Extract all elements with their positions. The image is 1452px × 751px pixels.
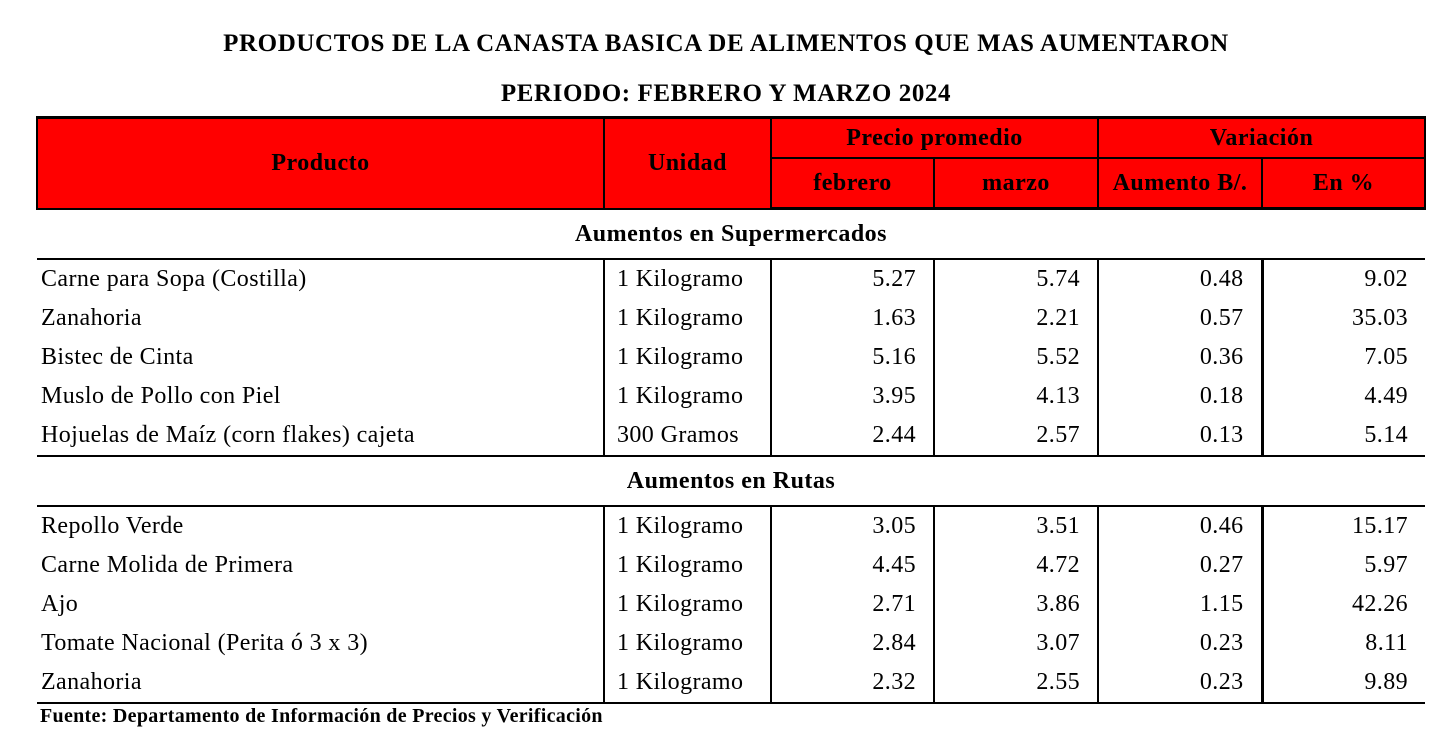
table-body bbox=[37, 209, 1425, 704]
cell-pct: 9.89 bbox=[1262, 663, 1425, 703]
cell-pct: 8.11 bbox=[1262, 624, 1425, 663]
table-header bbox=[37, 118, 1425, 209]
cell-febrero: 2.32 bbox=[771, 663, 934, 703]
cell-febrero: 3.05 bbox=[771, 506, 934, 546]
prices-table bbox=[36, 116, 1426, 704]
table-row bbox=[37, 546, 1425, 585]
cell-aumento: 0.23 bbox=[1098, 624, 1262, 663]
header-unidad: Unidad bbox=[604, 118, 771, 209]
cell-producto: Repollo Verde bbox=[41, 513, 184, 539]
cell-producto: Ajo bbox=[41, 591, 79, 617]
cell-unidad: 1 Kilogramo bbox=[604, 377, 771, 416]
cell-producto: Muslo de Pollo con Piel bbox=[41, 383, 281, 409]
cell-pct: 4.49 bbox=[1262, 377, 1425, 416]
section-header-row bbox=[37, 456, 1425, 506]
cell-febrero: 1.63 bbox=[771, 299, 934, 338]
header-en-pct: En % bbox=[1262, 158, 1425, 209]
cell-aumento: 0.13 bbox=[1098, 416, 1262, 456]
table-row bbox=[37, 377, 1425, 416]
header-febrero: febrero bbox=[771, 158, 934, 209]
cell-pct: 35.03 bbox=[1262, 299, 1425, 338]
cell-aumento: 0.57 bbox=[1098, 299, 1262, 338]
table-row bbox=[37, 416, 1425, 456]
cell-marzo: 3.51 bbox=[934, 506, 1098, 546]
cell-pct: 7.05 bbox=[1262, 338, 1425, 377]
header-marzo: marzo bbox=[934, 158, 1098, 209]
section-header-row bbox=[37, 209, 1425, 260]
cell-producto: Hojuelas de Maíz (corn flakes) cajeta bbox=[37, 416, 604, 456]
cell-unidad: 300 Gramos bbox=[604, 416, 771, 456]
header-variacion: Variación bbox=[1098, 118, 1425, 159]
cell-unidad: 1 Kilogramo bbox=[604, 506, 771, 546]
cell-marzo: 4.13 bbox=[934, 377, 1098, 416]
cell-febrero: 3.95 bbox=[771, 377, 934, 416]
section-title: Aumentos en Supermercados bbox=[37, 209, 1425, 260]
cell-producto: Tomate Nacional (Perita ó 3 x 3) bbox=[41, 630, 369, 656]
table-row bbox=[37, 506, 1425, 546]
cell-febrero: 2.84 bbox=[771, 624, 934, 663]
cell-marzo: 3.86 bbox=[934, 585, 1098, 624]
cell-marzo: 4.72 bbox=[934, 546, 1098, 585]
cell-aumento: 0.27 bbox=[1098, 546, 1262, 585]
cell-aumento: 0.18 bbox=[1098, 377, 1262, 416]
cell-unidad: 1 Kilogramo bbox=[604, 259, 771, 299]
table-row bbox=[37, 663, 1425, 703]
header-precio-promedio: Precio promedio bbox=[771, 118, 1098, 159]
cell-pct: 42.26 bbox=[1262, 585, 1425, 624]
table-row bbox=[37, 299, 1425, 338]
cell-marzo: 2.57 bbox=[934, 416, 1098, 456]
cell-unidad: 1 Kilogramo bbox=[604, 585, 771, 624]
cell-febrero: 2.44 bbox=[771, 416, 934, 456]
table-row bbox=[37, 624, 1425, 663]
cell-febrero: 2.71 bbox=[771, 585, 934, 624]
cell-pct: 5.14 bbox=[1262, 416, 1425, 456]
cell-aumento: 1.15 bbox=[1098, 585, 1262, 624]
table-row bbox=[37, 338, 1425, 377]
cell-unidad: 1 Kilogramo bbox=[604, 624, 771, 663]
cell-febrero: 4.45 bbox=[771, 546, 934, 585]
cell-unidad: 1 Kilogramo bbox=[604, 299, 771, 338]
cell-unidad: 1 Kilogramo bbox=[604, 663, 771, 703]
cell-producto: Zanahoria bbox=[37, 663, 604, 703]
cell-pct: 5.97 bbox=[1262, 546, 1425, 585]
cell-marzo: 5.52 bbox=[934, 338, 1098, 377]
cell-aumento: 0.36 bbox=[1098, 338, 1262, 377]
cell-producto: Bistec de Cinta bbox=[41, 344, 194, 370]
table-row bbox=[37, 585, 1425, 624]
cell-pct: 9.02 bbox=[1262, 259, 1425, 299]
cell-aumento: 0.46 bbox=[1098, 506, 1262, 546]
cell-pct: 15.17 bbox=[1262, 506, 1425, 546]
cell-unidad: 1 Kilogramo bbox=[604, 546, 771, 585]
cell-febrero: 5.27 bbox=[771, 259, 934, 299]
section-title: Aumentos en Rutas bbox=[37, 456, 1425, 506]
cell-producto: Zanahoria bbox=[41, 305, 142, 331]
cell-unidad: 1 Kilogramo bbox=[604, 338, 771, 377]
cell-producto: Carne para Sopa (Costilla) bbox=[41, 266, 307, 292]
cell-marzo: 5.74 bbox=[934, 259, 1098, 299]
header-producto: Producto bbox=[37, 118, 604, 209]
cell-marzo: 3.07 bbox=[934, 624, 1098, 663]
source-note: Fuente: Departamento de Información de Precios y Verificación bbox=[40, 705, 603, 727]
cell-febrero: 5.16 bbox=[771, 338, 934, 377]
cell-marzo: 2.21 bbox=[934, 299, 1098, 338]
page-title: PRODUCTOS DE LA CANASTA BASICA DE ALIMENTOS QUE MAS AUMENTARON bbox=[223, 30, 1229, 57]
period-subtitle: PERIODO: FEBRERO Y MARZO 2024 bbox=[500, 80, 952, 107]
cell-aumento: 0.48 bbox=[1098, 259, 1262, 299]
cell-marzo: 2.55 bbox=[934, 663, 1098, 703]
table-row bbox=[37, 259, 1425, 299]
cell-aumento: 0.23 bbox=[1098, 663, 1262, 703]
cell-producto: Carne Molida de Primera bbox=[41, 552, 294, 578]
header-aumento: Aumento B/. bbox=[1098, 158, 1262, 209]
